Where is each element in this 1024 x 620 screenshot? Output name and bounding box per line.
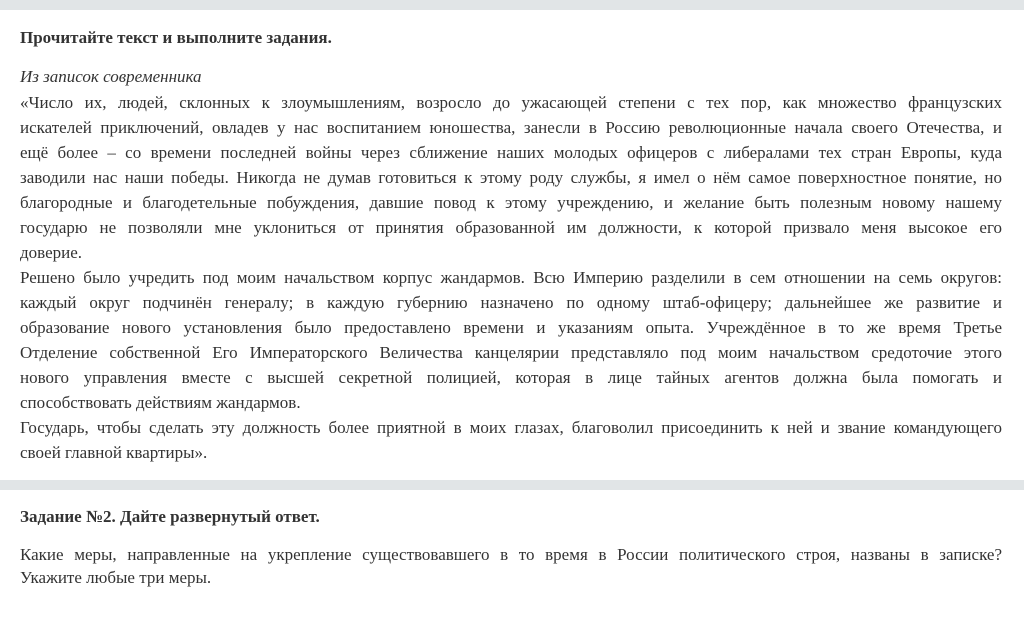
text-line: Решено было учредить под моим начальством корпус жандармов. Всю Империю разделили в сем отношении на семь округов: — [20, 268, 1002, 287]
source-text — [20, 90, 1002, 465]
text-line: ещё более – со времени последней войны через сближение наших молодых офицеров с либералами тех стран Европы, куда — [20, 143, 1002, 162]
task-question — [20, 543, 1002, 589]
section-divider — [0, 480, 1024, 490]
text-line: Отделение собственной Его Императорского Величества канцелярии представляло под моим начальством средоточие этого — [20, 343, 1002, 362]
instruction-heading: Прочитайте текст и выполните задания. — [20, 28, 332, 47]
text-line: доверие. — [20, 243, 83, 262]
question-line: Какие меры, направленные на укрепление существовавшего в то время в России политического строя, названы в записке? — [20, 545, 1002, 564]
text-line: нового управления вместе с высшей секретной полицией, которая в лице тайных агентов должна была помогать и — [20, 368, 1002, 387]
task-heading: Задание №2. Дайте развернутый ответ. — [20, 507, 320, 526]
text-line: своей главной квартиры». — [20, 443, 208, 462]
text-line: образование нового установления было предоставлено времени и указаниям опыта. Учреждённое в то же время Третье — [20, 318, 1002, 337]
text-line: способствовать действиям жандармов. — [20, 393, 301, 412]
text-line: заводили нас наши победы. Никогда не думав готовиться к этому роду службы, я имел о нём самое поверхностное понятие, но — [20, 168, 1002, 187]
text-line: искателей приключений, овладев у нас воспитанием юношества, занесли в Россию революционные начала своего Отечества, и — [20, 118, 1002, 137]
text-line: государю не позволяли мне уклониться от принятия образованной им должности, к которой призвало меня высокое его — [20, 218, 1002, 237]
text-line: каждый округ подчинён генералу; в каждую губернию назначено по одному штаб-офицеру; дальнейшее же развитие и — [20, 293, 1002, 312]
source-caption: Из записок современника — [20, 67, 202, 86]
text-line: Государь, чтобы сделать эту должность более приятной в моих глазах, благоволил присоединить к ней и звание командующего — [20, 418, 1002, 437]
question-line: Укажите любые три меры. — [20, 568, 212, 587]
text-line: благородные и благодетельные побуждения, давшие повод к этому учреждению, и желание быть полезным новому нашему — [20, 193, 1002, 212]
text-line: «Число их, людей, склонных к злоумышлениям, возросло до ужасающей степени с тех пор, как множество французских — [20, 93, 1002, 112]
top-divider — [0, 0, 1024, 10]
